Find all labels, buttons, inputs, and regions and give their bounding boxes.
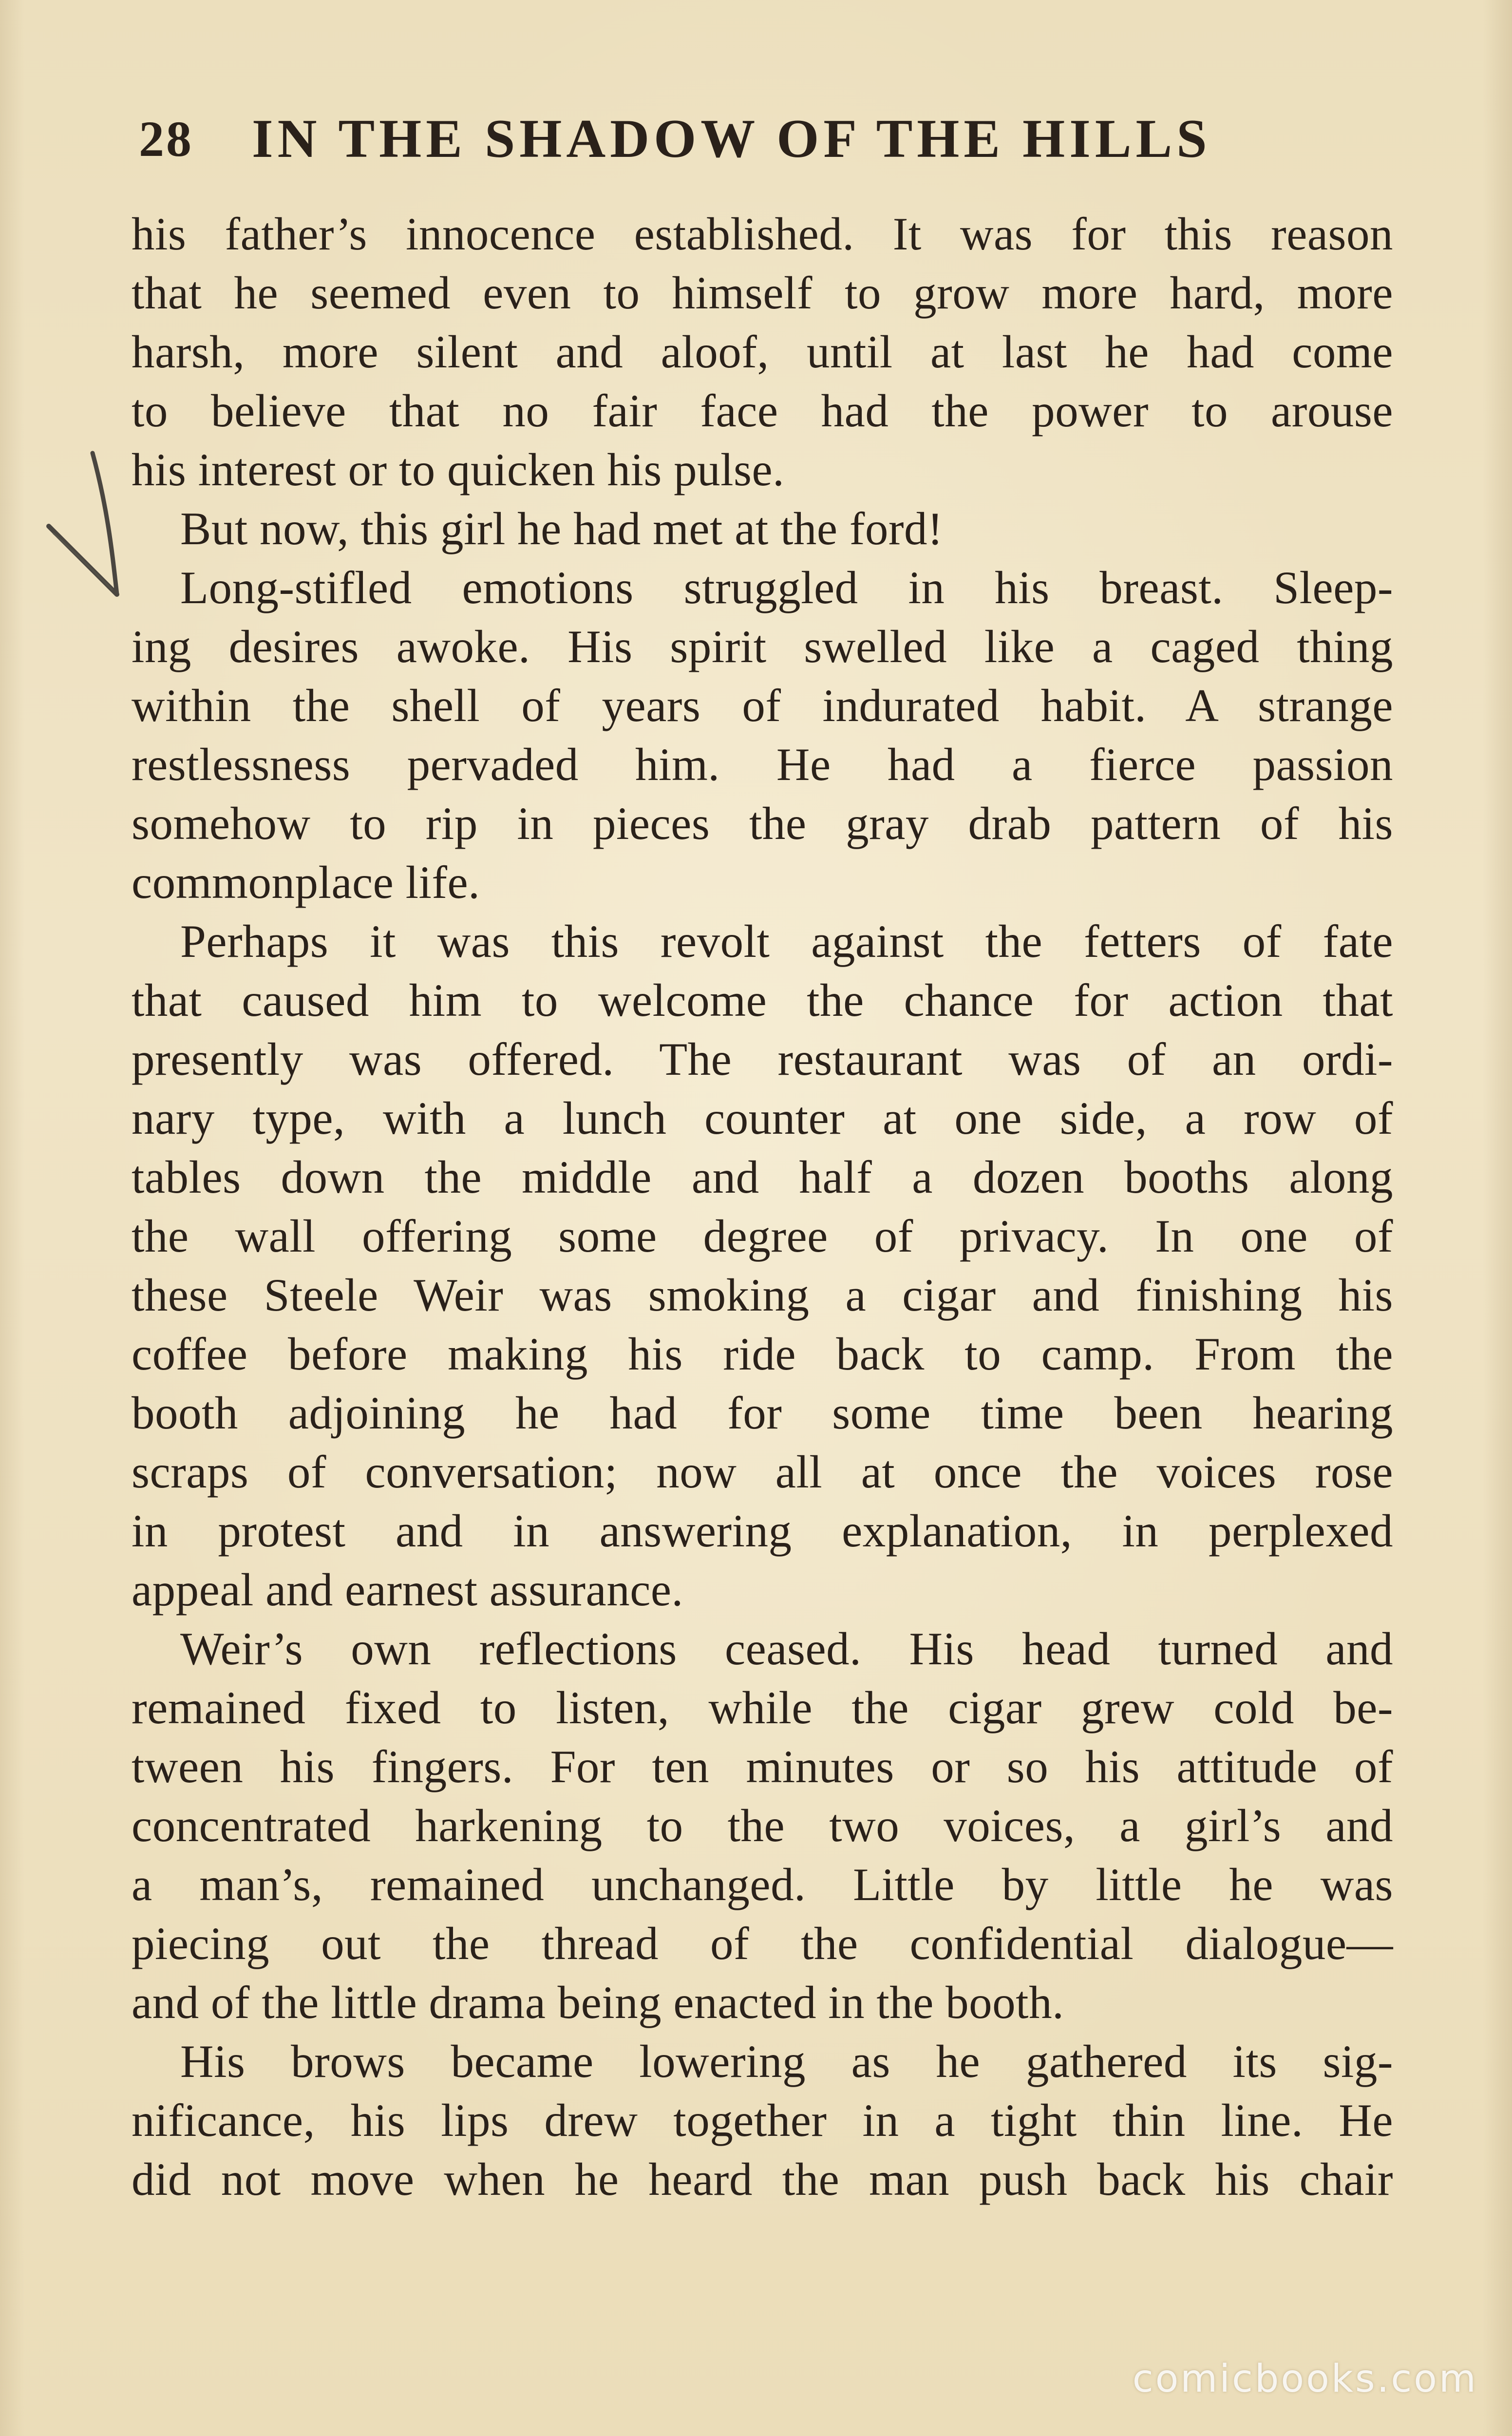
text-line: somehow to rip in pieces the gray drab pattern of his: [132, 798, 1393, 849]
text-line: Long-stifled emotions struggled in his breast. Sleep-: [180, 562, 1393, 613]
text-line: his interest or to quicken his pulse.: [132, 444, 785, 495]
text-line: did not move when he heard the man push back his chair: [132, 2153, 1393, 2205]
text-line: scraps of conversation; now all at once the voices rose: [132, 1446, 1393, 1498]
text-line: tween his fingers. For ten minutes or so his attitude of: [132, 1741, 1393, 1792]
body-text: [132, 205, 1393, 2209]
text-line: these Steele Weir was smoking a cigar and finishing his: [132, 1269, 1393, 1321]
text-line: a man’s, remained unchanged. Little by little he was: [132, 1859, 1393, 1910]
text-line: that caused him to welcome the chance for action that: [132, 974, 1393, 1026]
page-header: [139, 100, 1376, 178]
text-line: in protest and in answering explanation, in perplexed: [132, 1505, 1393, 1557]
text-line: restlessness pervaded him. He had a fierce passion: [132, 739, 1393, 790]
page-shadow-right: [1483, 0, 1512, 2436]
running-title: IN THE SHADOW OF THE HILLS: [252, 108, 1211, 169]
text-line: the wall offering some degree of privacy. In one of: [132, 1210, 1393, 1262]
text-line: remained fixed to listen, while the cigar grew cold be-: [132, 1682, 1393, 1733]
text-line: Weir’s own reflections ceased. His head turned and: [180, 1623, 1393, 1675]
text-line: His brows became lowering as he gathered its sig-: [180, 2036, 1393, 2087]
text-line: that he seemed even to himself to grow more hard, more: [132, 267, 1393, 319]
text-line: within the shell of years of indurated habit. A strange: [132, 680, 1393, 731]
watermark: comicbooks.com: [1132, 2357, 1478, 2401]
text-line: harsh, more silent and aloof, until at last he had come: [132, 326, 1393, 378]
text-line: to believe that no fair face had the power to arouse: [132, 385, 1393, 437]
text-line: tables down the middle and half a dozen booths along: [132, 1151, 1393, 1203]
text-line: Perhaps it was this revolt against the fetters of fate: [180, 915, 1393, 967]
text-line: presently was offered. The restaurant was of an ordi-: [132, 1033, 1393, 1085]
text-line: nary type, with a lunch counter at one side, a row of: [132, 1092, 1393, 1144]
text-line: piecing out the thread of the confidential dialogue—: [132, 1918, 1393, 1969]
text-line: nificance, his lips drew together in a tight thin line. He: [132, 2094, 1393, 2146]
text-line: booth adjoining he had for some time been hearing: [132, 1387, 1393, 1439]
text-line: commonplace life.: [132, 856, 480, 908]
text-line: appeal and earnest assurance.: [132, 1564, 683, 1616]
page-shadow-left: [0, 0, 24, 2436]
page-number: 28: [139, 111, 193, 167]
pencil-checkmark-icon: [39, 419, 136, 614]
text-line: coffee before making his ride back to camp. From the: [132, 1328, 1393, 1380]
text-line: and of the little drama being enacted in the booth.: [132, 1977, 1064, 2028]
text-line: his father’s innocence established. It was for this reason: [132, 208, 1393, 260]
text-line: ing desires awoke. His spirit swelled like a caged thing: [132, 621, 1393, 672]
text-line: concentrated harkening to the two voices, a girl’s and: [132, 1800, 1393, 1851]
text-line: But now, this girl he had met at the ford!: [180, 503, 944, 554]
